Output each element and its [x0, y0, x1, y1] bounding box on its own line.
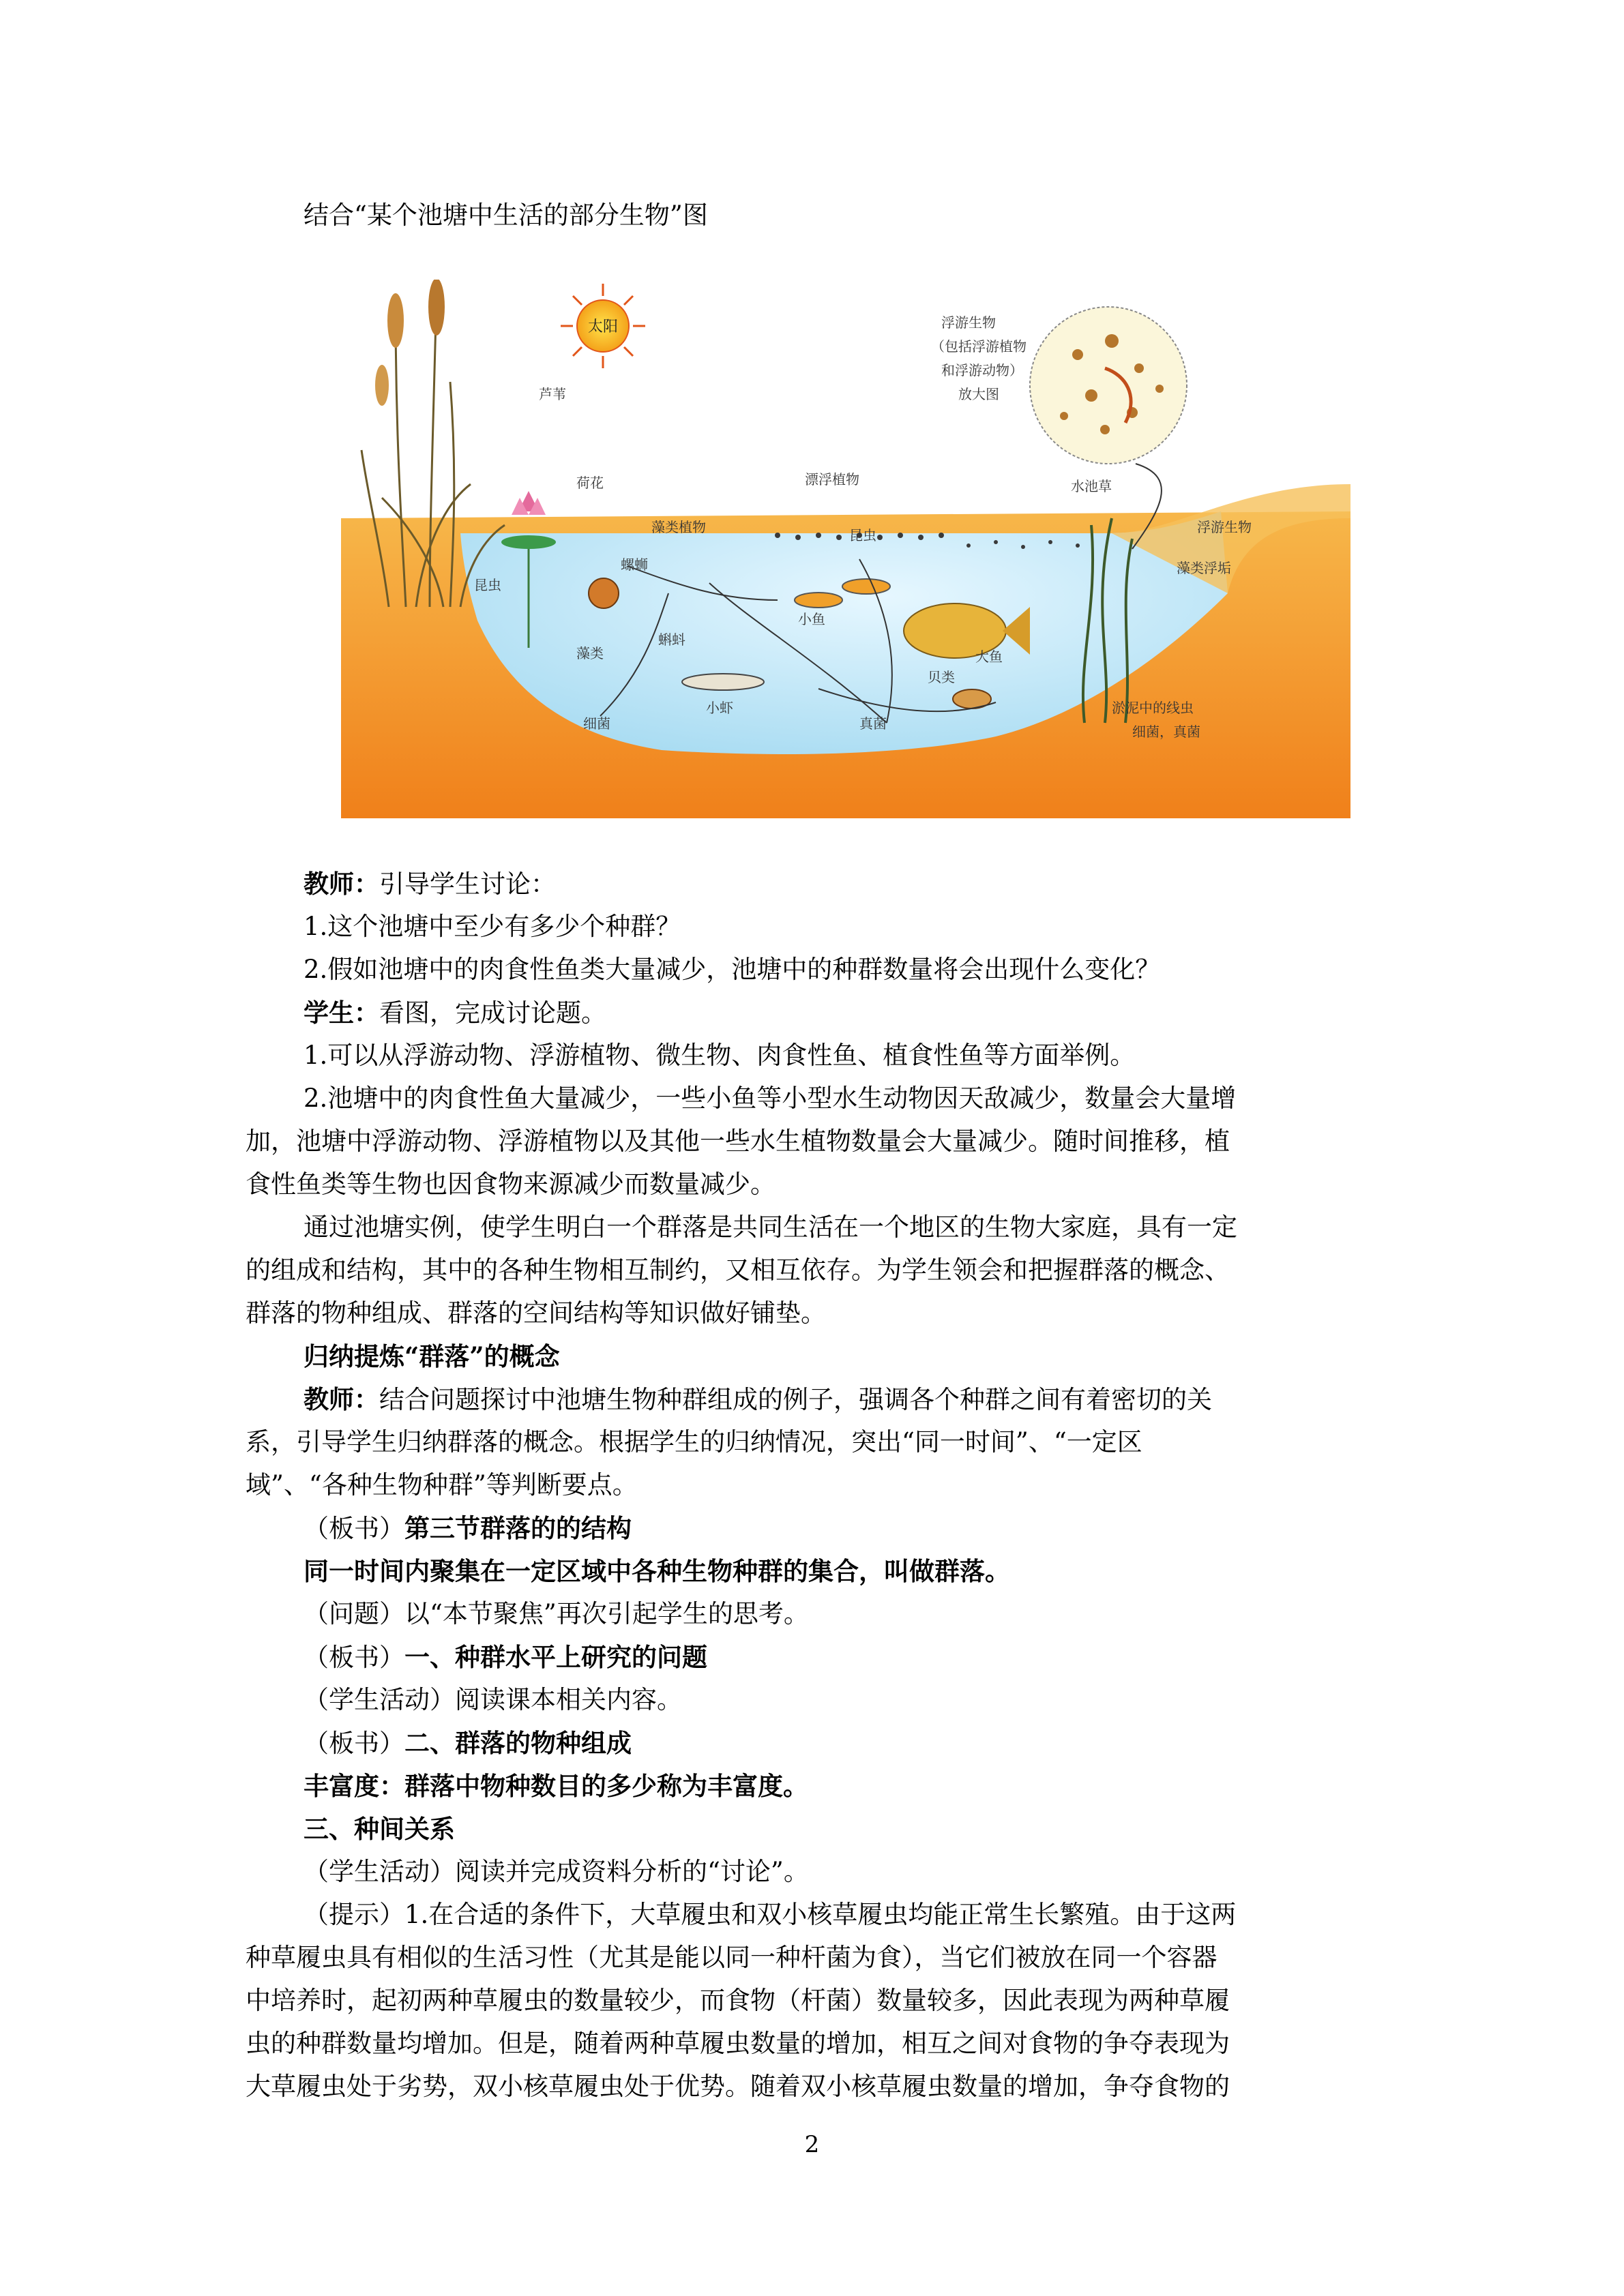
question-line: （问题）以“本节聚焦”再次引起学生的思考。 [304, 1599, 809, 1628]
teacher2-text: 结合问题探讨中池塘生物种群组成的例子，强调各个种群之间有着密切的关 [379, 1385, 1212, 1414]
figure-intro: 结合“某个池塘中生活的部分生物”图 [304, 200, 708, 230]
hint-line-2: 种草履虫具有相似的生活习性（尤其是能以同一种杆菌为食），当它们被放在同一个容器 [246, 1943, 1217, 1972]
silt-label-1: 淤泥中的线虫 [1112, 700, 1194, 716]
plankton-caption-4: 放大图 [958, 386, 999, 402]
hint-line-5: 大草履虫处于劣势，双小核草履虫处于优势。随着双小核草履虫数量的增加，争夺食物的 [246, 2072, 1230, 2101]
board2-prefix: （板书） [304, 1643, 404, 1672]
activity-line-1: （学生活动）阅读课本相关内容。 [304, 1685, 682, 1714]
explain-line-2: 的组成和结构，其中的各种生物相互制约，又相互依存。为学生领会和把握群落的概念、 [246, 1255, 1230, 1285]
pond-ecosystem-figure [341, 280, 1350, 818]
teacher-line-2 [304, 1383, 1212, 1416]
plankton-caption-2: （包括浮游植物 [931, 338, 1027, 355]
student-label: 学生： [304, 998, 379, 1028]
insect-mid-label: 昆虫 [849, 527, 876, 543]
heading-interspecies: 三、种间关系 [304, 1814, 455, 1844]
board-line-2 [304, 1641, 707, 1674]
insect-left-label: 昆虫 [474, 577, 501, 593]
small-fish-label: 小鱼 [798, 611, 825, 627]
pond-weed-label: 水池草 [1071, 478, 1112, 494]
question-1: 1.这个池塘中至少有多少个种群？ [304, 912, 681, 941]
sun-label: 太阳 [587, 318, 619, 336]
silt-label-2: 细菌，真菌 [1132, 724, 1200, 740]
answer-2-line-2: 加，池塘中浮游动物、浮游植物以及其他一些水生植物数量会大量减少。随时间推移，植 [246, 1127, 1230, 1156]
student-line [304, 996, 606, 1030]
plankton-caption-3: 和浮游动物） [941, 362, 1023, 378]
question-2: 2.假如池塘中的肉食性鱼类大量减少，池塘中的种群数量将会出现什么变化？ [304, 955, 1161, 984]
teacher-label: 教师： [304, 869, 379, 899]
heading-concept: 归纳提炼“群落”的概念 [304, 1341, 560, 1371]
explain-line-1: 通过池塘实例，使学生明白一个群落是共同生活在一个地区的生物大家庭，具有一定 [304, 1212, 1237, 1242]
algae-plants-label: 藻类植物 [651, 519, 706, 535]
fungi-label: 真菌 [859, 715, 887, 732]
teacher-text: 引导学生讨论： [379, 869, 556, 899]
hint-line-1: （提示）1.在合适的条件下，大草履虫和双小核草履虫均能正常生长繁殖。由于这两 [304, 1900, 1237, 1929]
algae-scum-label: 藻类浮垢 [1177, 560, 1231, 576]
student-text: 看图，完成讨论题。 [379, 998, 606, 1028]
small-shrimp [682, 674, 764, 690]
floating-plants-label: 漂浮植物 [805, 471, 859, 488]
page-number: 2 [804, 2131, 820, 2158]
teacher2-label: 教师： [304, 1384, 379, 1414]
board-line-3 [304, 1727, 632, 1760]
explain-line-3: 群落的物种组成、群落的空间结构等知识做好铺垫。 [246, 1298, 826, 1328]
community-definition: 同一时间内聚集在一定区域中各种生物种群的集合，叫做群落。 [304, 1556, 1010, 1586]
plankton-right-label: 浮游生物 [1197, 519, 1252, 535]
teacher2-line-2: 系，引导学生归纳群落的概念。根据学生的归纳情况，突出“同一时间”、“一定区 [246, 1427, 1142, 1457]
shellfish-label: 贝类 [928, 669, 955, 685]
board3-title: 二、群落的物种组成 [404, 1728, 632, 1758]
bacteria-label: 细菌 [583, 715, 610, 732]
snail [589, 578, 619, 608]
board1-title: 第三节群落的的结构 [404, 1513, 632, 1543]
answer-2-line-3: 食性鱼类等生物也因食物来源减少而数量减少。 [246, 1169, 776, 1199]
hint-line-3: 中培养时，起初两种草履虫的数量较少，而食物（杆菌）数量较多，因此表现为两种草履 [246, 1986, 1230, 2015]
teacher2-line-3: 域”、“各种生物种群”等判断要点。 [246, 1470, 638, 1500]
algae-label: 藻类 [576, 645, 604, 661]
big-fish-label: 大鱼 [975, 648, 1003, 665]
reed-label: 芦苇 [539, 386, 566, 402]
snail-label: 螺蛳 [621, 556, 648, 573]
plankton-magnified [1030, 307, 1187, 464]
small-shrimp-label: 小虾 [706, 700, 733, 716]
board3-prefix: （板书） [304, 1729, 404, 1758]
hint-line-4: 虫的种群数量均增加。但是，随着两种草履虫数量的增加，相互之间对食物的争夺表现为 [246, 2029, 1230, 2058]
board1-prefix: （板书） [304, 1514, 404, 1543]
plankton-caption-1: 浮游生物 [941, 314, 996, 331]
activity-line-2: （学生活动）阅读并完成资料分析的“讨论”。 [304, 1857, 809, 1886]
answer-1: 1.可以从浮游动物、浮游植物、微生物、肉食性鱼、植食性鱼等方面举例。 [304, 1041, 1136, 1070]
board2-title: 一、种群水平上研究的问题 [404, 1642, 707, 1672]
board-line-1 [304, 1512, 632, 1545]
lotus-label: 荷花 [576, 475, 604, 491]
answer-2-line-1: 2.池塘中的肉食性鱼大量减少，一些小鱼等小型水生动物因天敌减少，数量会大量增 [304, 1084, 1237, 1113]
richness-definition: 丰富度：群落中物种数目的多少称为丰富度。 [304, 1771, 808, 1801]
tadpole-label: 蝌蚪 [658, 631, 685, 648]
teacher-line-1 [304, 867, 556, 901]
